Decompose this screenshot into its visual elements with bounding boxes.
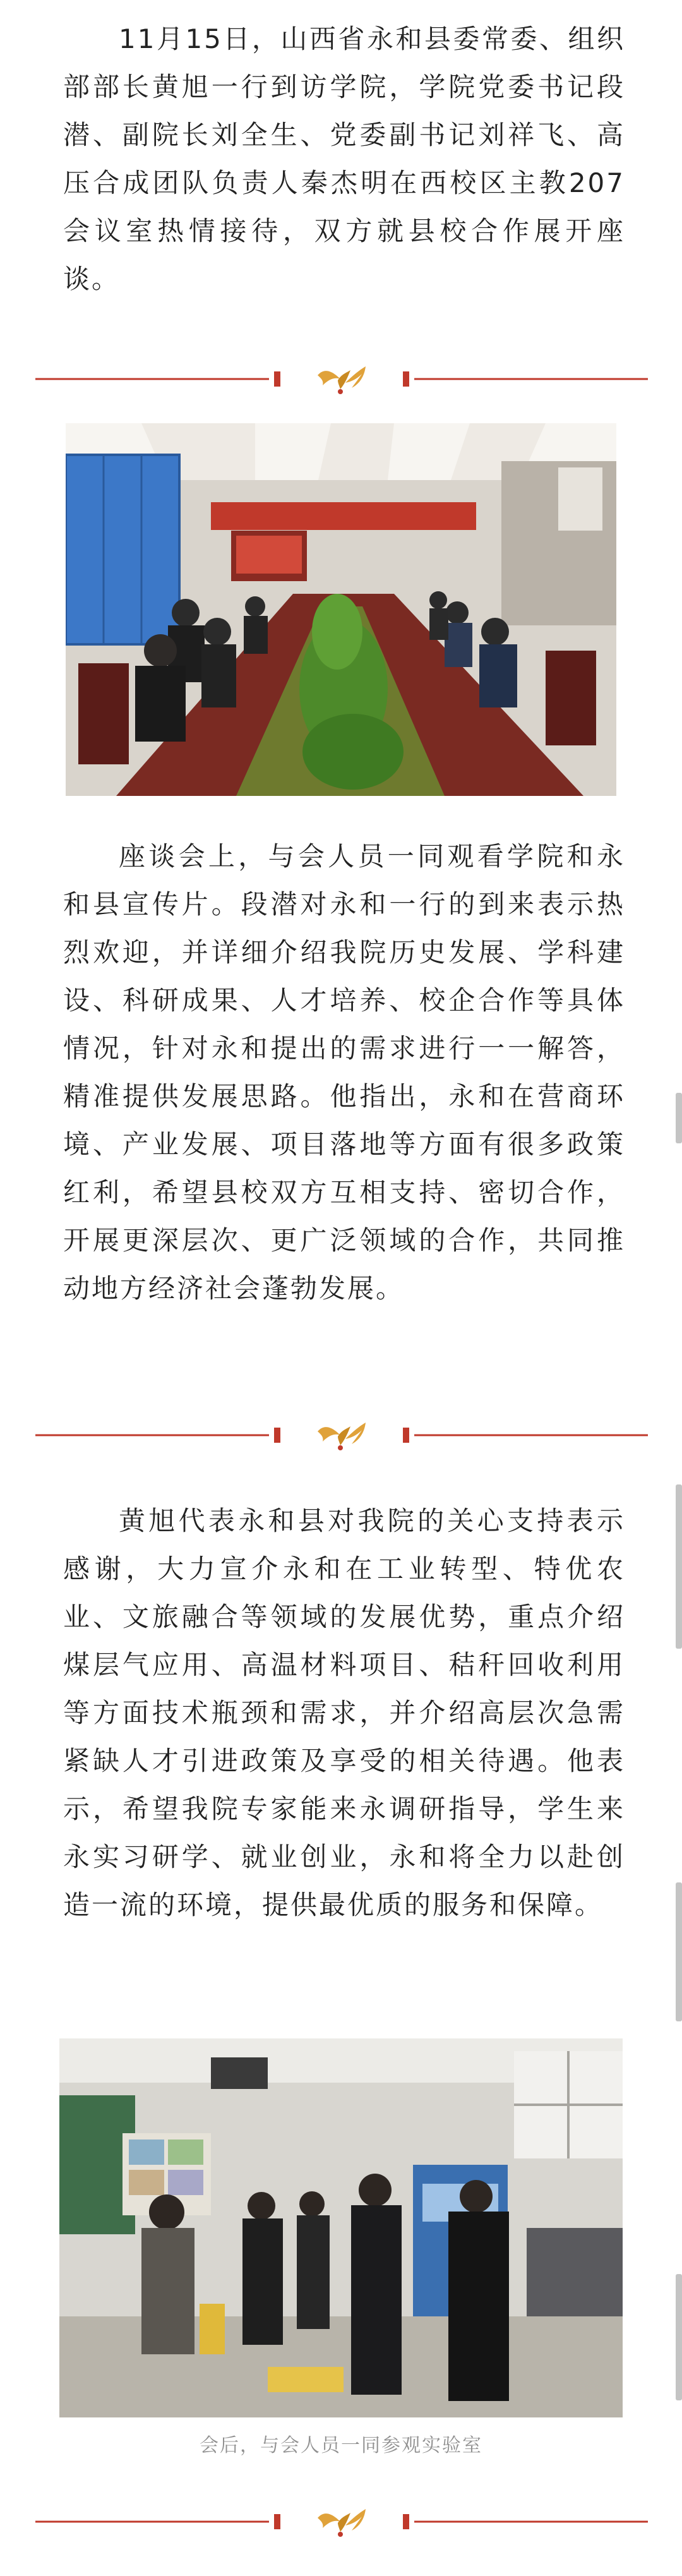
dove-emblem-icon <box>318 1423 366 1450</box>
scrollbar-track-mark[interactable] <box>676 2274 682 2400</box>
dove-emblem-icon <box>318 366 366 394</box>
paragraph-intro: 11月15日，山西省永和县委常委、组织部部长黄旭一行到访学院，学院党委书记段潜、副院长刘全生、党委副书记刘祥飞、高压合成团队负责人秦杰明在西校区主教207会议室热情接待，双方就县校合作展开座谈。 <box>63 23 625 294</box>
paragraph-speech: 黄旭代表永和县对我院的关心支持表示感谢，大力宣介永和在工业转型、特优农业、文旅融合等领域的发展优势，重点介绍煤层气应用、高温材料项目、秸秆回收利用等方面技术瓶颈和需求，并介绍高层次急需紧缺人才引进政策及享受的相关待遇。他表示，希望我院专家能来永调研指导，学生来永实习研学、就业创业，永和将全力以赴创造一流的环境，提供最优质的服务和保障。 <box>63 1505 625 1920</box>
dove-emblem-icon <box>318 2509 366 2537</box>
section-divider <box>35 354 648 404</box>
paragraph-meeting: 座谈会上，与会人员一同观看学院和永和县宣传片。段潜对永和一行的到来表示热烈欢迎，并详细介绍我院历史发展、学科建设、科研成果、人才培养、校企合作等具体情况，针对永和提出的需求进行一一解答，精准提供发展思路。他指出，永和在营商环境、产业发展、项目落地等方面有很多政策红利，希望县校双方互相支持、密切合作，开展更深层次、更广泛领域的合作，共同推动地方经济社会蓬勃发展。 <box>63 841 625 1304</box>
section-divider <box>35 1410 648 1460</box>
photo-caption: 会后，与会人员一同参观实验室 <box>200 2435 482 2457</box>
scrollbar-track-mark[interactable] <box>676 1882 682 2021</box>
scrollbar-track-mark[interactable] <box>676 1484 682 1649</box>
section-divider <box>35 2496 648 2547</box>
laboratory-visit-photo <box>59 2038 623 2417</box>
scrollbar-thumb[interactable] <box>676 1093 682 1143</box>
meeting-room-photo <box>66 423 616 796</box>
